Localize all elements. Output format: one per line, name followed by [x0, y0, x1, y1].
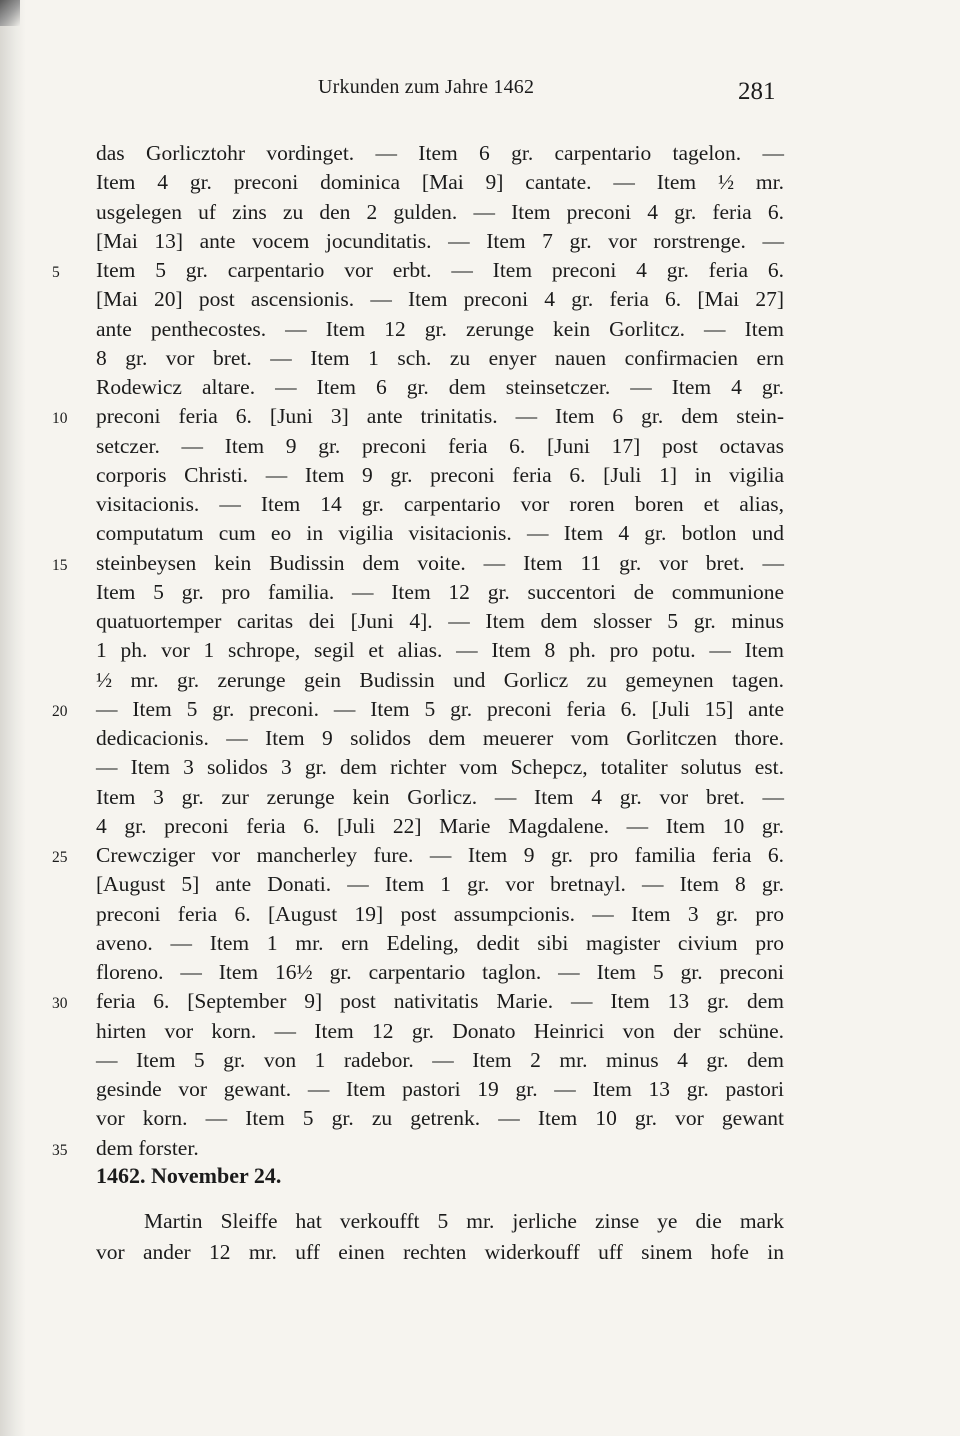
line-text: Item 3 gr. zur zerunge kein Gorlicz. — Item 4 gr. vor bret. — [96, 784, 784, 809]
text-line [96, 432, 784, 461]
text-line [96, 900, 784, 929]
line-text: floreno. — Item 16½ gr. carpentario taglon. — Item 5 gr. preconi [96, 960, 784, 984]
text-line [96, 285, 784, 314]
text-line [52, 841, 784, 870]
text-line [96, 227, 784, 256]
line-number: 25 [52, 849, 68, 866]
text-line [96, 1075, 784, 1104]
page-number: 281 [738, 78, 776, 105]
line-text: [Mai 13] ante vocem jocunditatis. — Item 7 gr. vor rorstrenge. — [96, 228, 784, 253]
text-line [96, 344, 784, 373]
entry-line: Martin Sleiffe hat verkoufft 5 mr. jerliche zinse ye die mark [144, 1209, 784, 1233]
line-text: dem forster. [96, 1135, 199, 1160]
text-line [96, 929, 784, 958]
line-text: Item 5 gr. carpentario vor erbt. — Item preconi 4 gr. feria 6. [96, 258, 784, 282]
text-line [96, 139, 784, 168]
line-text: computatum cum eo in vigilia visitacionis. — Item 4 gr. botlon und [96, 521, 784, 546]
line-text: Item 4 gr. preconi dominica [Mai 9] cantate. — Item ½ mr. [96, 170, 784, 195]
text-line [96, 636, 784, 665]
text-line [96, 373, 784, 402]
line-number: 5 [52, 264, 60, 281]
line-text: gesinde vor gewant. — Item pastori 19 gr. — Item 13 gr. pastori [96, 1077, 784, 1101]
line-text: feria 6. [September 9] post nativitatis Marie. — Item 13 gr. dem [96, 989, 784, 1014]
text-line [52, 987, 784, 1016]
line-text: dedicacionis. — Item 9 solidos dem meuerer vom Gorlitczen thore. [96, 726, 784, 750]
line-number: 20 [52, 702, 68, 720]
line-text: — Item 3 solidos 3 gr. dem richter vom Schepcz, totaliter solutus est. [96, 755, 784, 780]
text-line [96, 607, 784, 636]
text-line [96, 783, 784, 812]
line-text: aveno. — Item 1 mr. ern Edeling, dedit sibi magister civium pro [96, 930, 784, 955]
text-line [96, 666, 784, 695]
line-text: — Item 5 gr. preconi. — Item 5 gr. preconi feria 6. [Juli 15] ante [96, 696, 784, 721]
line-text: [Mai 20] post ascensionis. — Item preconi 4 gr. feria 6. [Mai 27] [96, 287, 784, 312]
line-text: vor korn. — Item 5 gr. zu getrenk. — Item 10 gr. vor gewant [96, 1106, 784, 1131]
line-text: usgelegen uf zins zu den 2 gulden. — Item preconi 4 gr. feria 6. [96, 199, 784, 224]
body-text [52, 139, 784, 1163]
line-text: 8 gr. vor bret. — Item 1 sch. zu enyer nauen confirmacien ern [96, 345, 784, 370]
line-number: 10 [52, 410, 68, 428]
running-title: Urkunden zum Jahre 1462 [318, 76, 535, 98]
text-line [96, 812, 784, 841]
text-line [96, 315, 784, 344]
text-line [96, 724, 784, 753]
line-text: corporis Christi. — Item 9 gr. preconi feria 6. [Juli 1] in vigilia [96, 462, 784, 487]
entry-text [96, 1206, 784, 1268]
line-text: 1 ph. vor 1 schrope, segil et alias. — Item 8 ph. pro potu. — Item [96, 638, 784, 663]
text-line [96, 1046, 784, 1075]
text-line [96, 870, 784, 899]
line-number: 15 [52, 556, 68, 574]
page-edge-shadow [0, 0, 26, 1436]
line-text: — Item 5 gr. von 1 radebor. — Item 2 mr. minus 4 gr. dem [96, 1047, 784, 1072]
line-text: ½ mr. gr. zerunge gein Budissin und Gorlicz zu gemeynen tagen. [96, 667, 784, 692]
line-text: steinbeysen kein Budissin dem voite. — Item 11 gr. vor bret. — [96, 550, 784, 575]
text-line [96, 753, 784, 782]
text-line [52, 695, 784, 724]
text-line [96, 1104, 784, 1133]
text-line [96, 1017, 784, 1046]
text-line [52, 549, 784, 578]
line-text: preconi feria 6. [August 19] post assumpcionis. — Item 3 gr. pro [96, 901, 784, 926]
line-text: hirten vor korn. — Item 12 gr. Donato Heinrici von der schüne. [96, 1018, 784, 1043]
text-line [96, 198, 784, 227]
line-text: preconi feria 6. [Juni 3] ante trinitatis. — Item 6 gr. dem stein- [96, 404, 784, 429]
line-text: 4 gr. preconi feria 6. [Juli 22] Marie Magdalene. — Item 10 gr. [96, 813, 784, 838]
line-text: Rodewicz altare. — Item 6 gr. dem steinsetczer. — Item 4 gr. [96, 375, 784, 399]
scan-corner-mark [0, 0, 20, 26]
line-number: 30 [52, 995, 68, 1013]
text-line [96, 958, 784, 987]
line-text: visitacionis. — Item 14 gr. carpentario vor roren boren et alias, [96, 492, 784, 516]
text-line [96, 490, 784, 519]
line-text: Item 5 gr. pro familia. — Item 12 gr. succentori de communione [96, 579, 784, 604]
text-line [96, 461, 784, 490]
line-text: ante penthecostes. — Item 12 gr. zerunge kein Gorlitcz. — Item [96, 316, 784, 341]
line-text: Crewcziger vor mancherley fure. — Item 9 gr. pro familia feria 6. [96, 843, 784, 867]
text-line [52, 256, 784, 285]
text-line [52, 1134, 784, 1163]
line-text: quatuortemper caritas dei [Juni 4]. — Item dem slosser 5 gr. minus [96, 609, 784, 633]
text-line [96, 578, 784, 607]
line-number: 35 [52, 1141, 68, 1159]
line-text: [August 5] ante Donati. — Item 1 gr. vor bretnayl. — Item 8 gr. [96, 872, 784, 897]
entry-heading: 1462. November 24. [96, 1163, 282, 1188]
entry-line: vor ander 12 mr. uff einen rechten widerkouff uff sinem hofe in [96, 1240, 784, 1264]
text-line [96, 519, 784, 548]
text-line [52, 402, 784, 431]
line-text: setczer. — Item 9 gr. preconi feria 6. [Juni 17] post octavas [96, 433, 784, 458]
line-text: das Gorlicztohr vordinget. — Item 6 gr. carpentario tagelon. — [96, 141, 784, 165]
text-line [96, 168, 784, 197]
